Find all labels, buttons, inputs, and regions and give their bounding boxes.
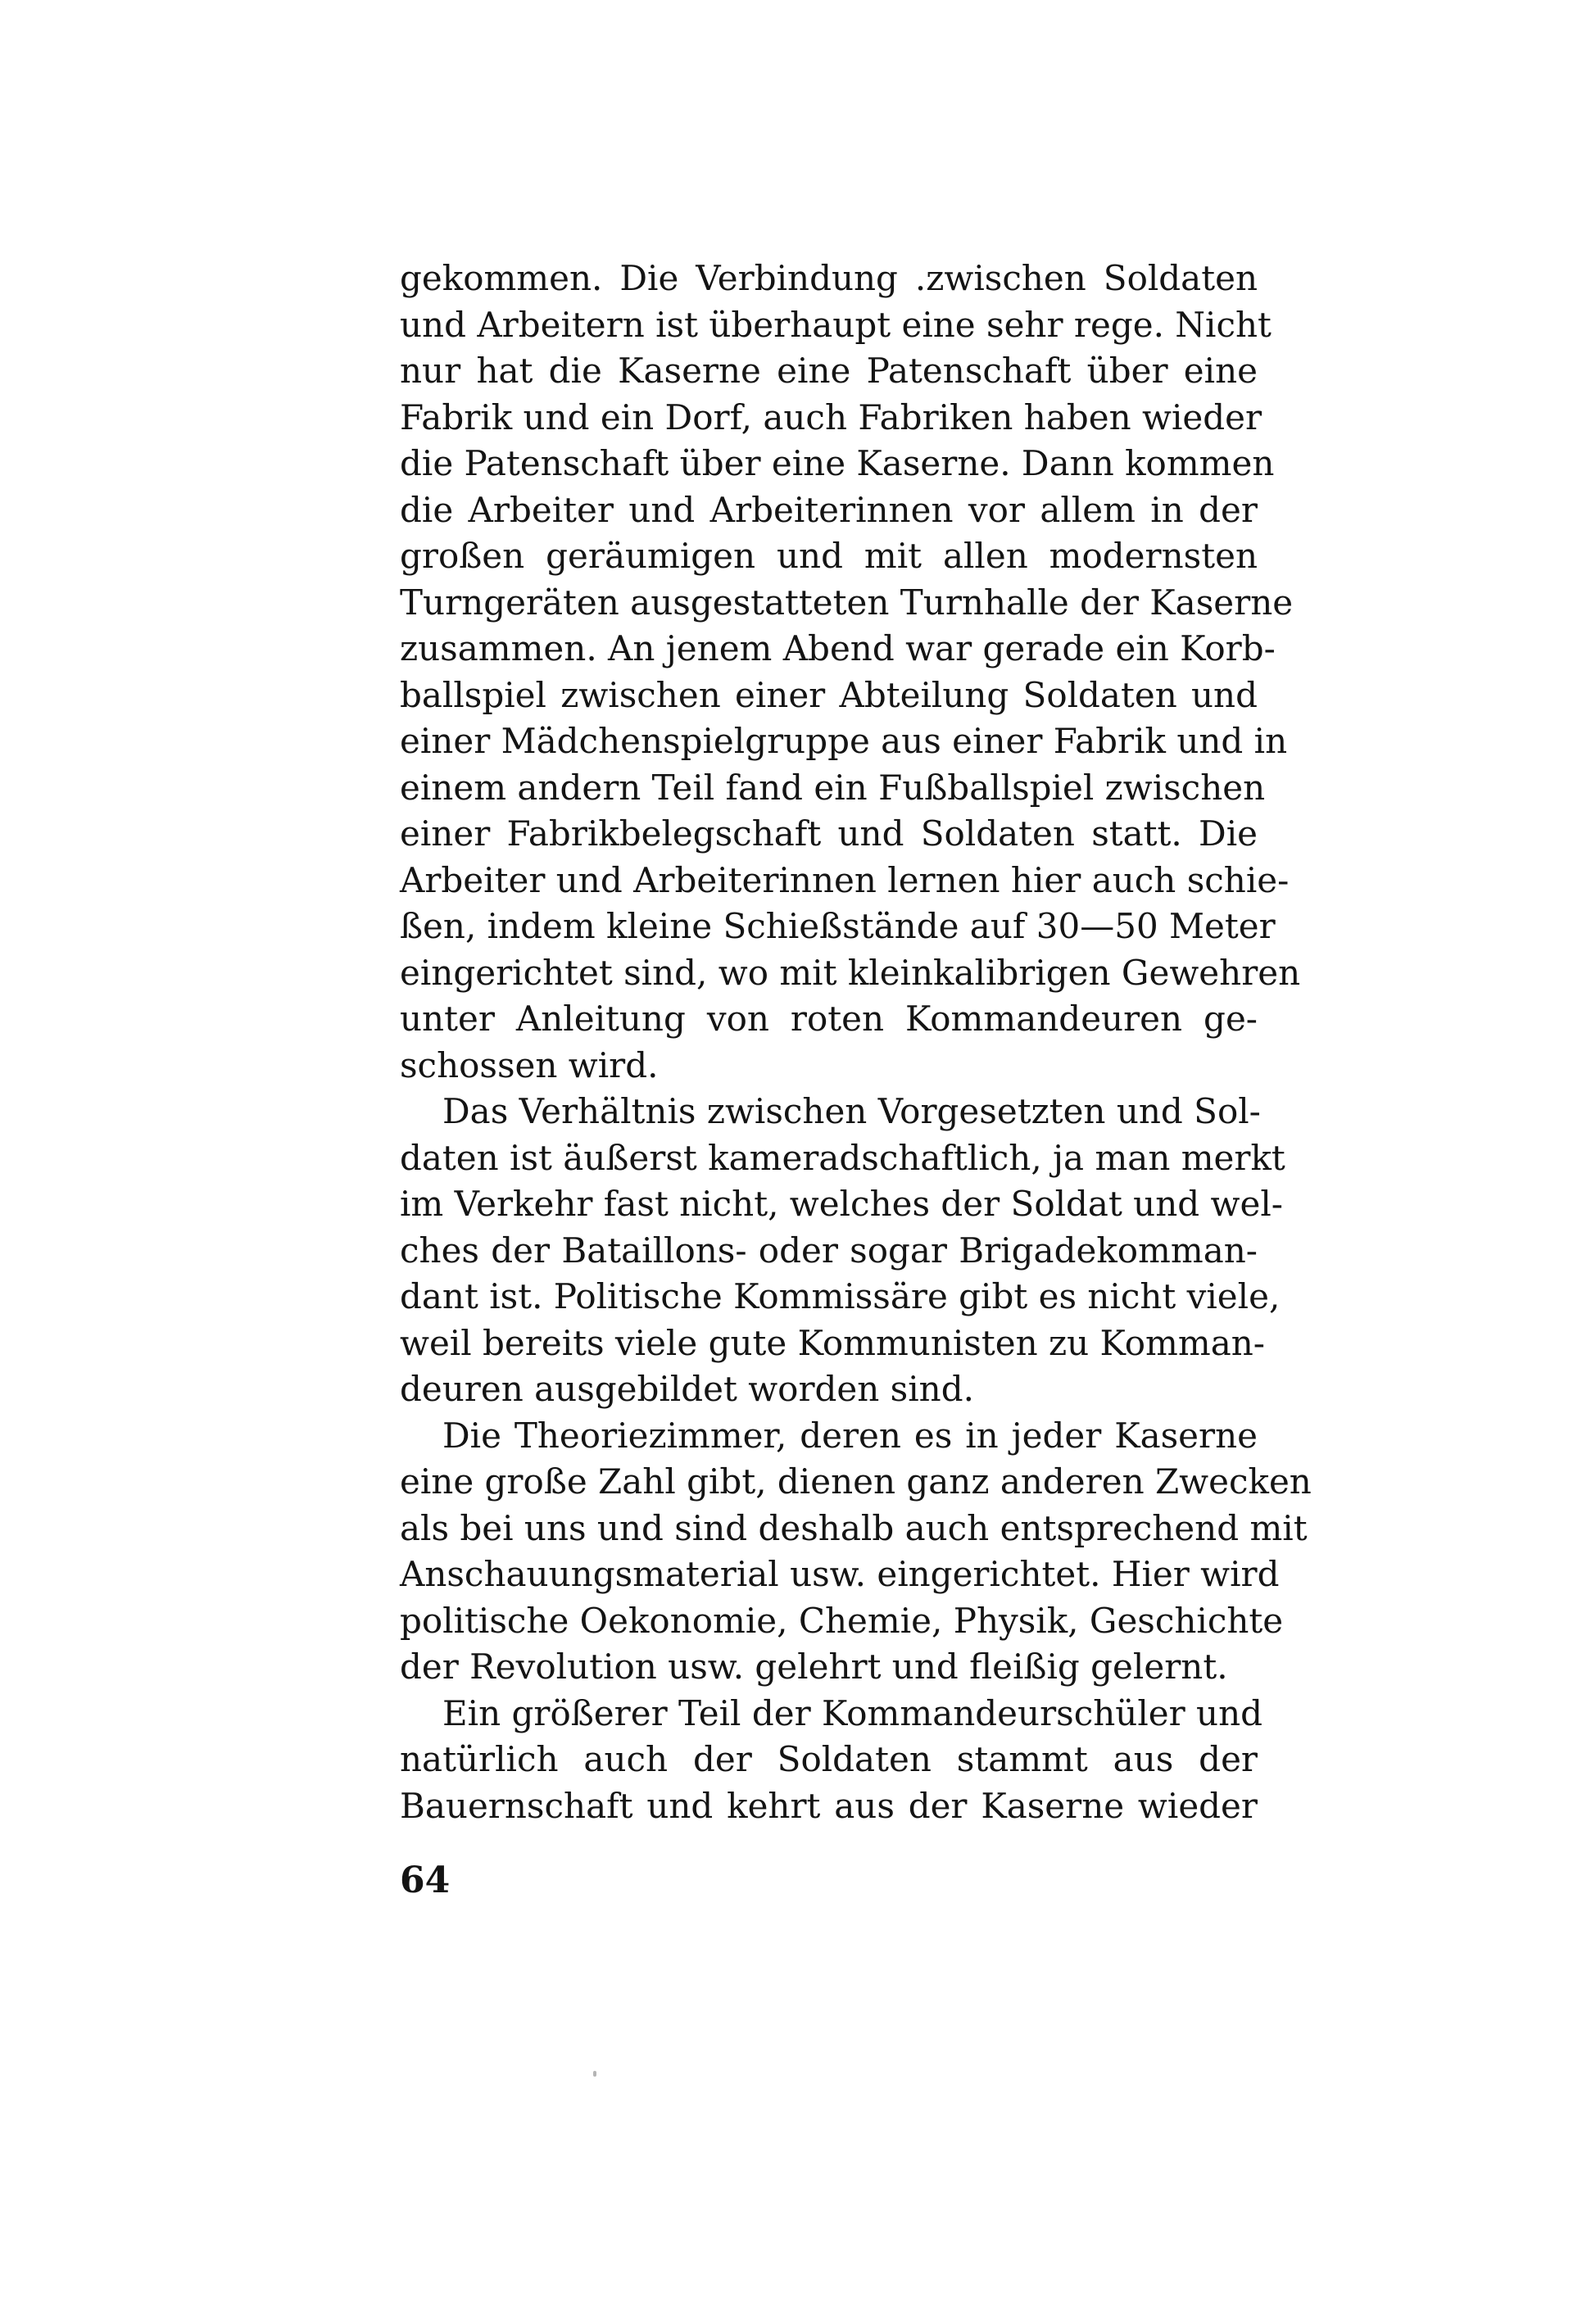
text-line: großen geräumigen und mit allen modernsten xyxy=(400,536,1258,576)
text-line: gekommen. Die Verbindung .zwischen Soldaten xyxy=(400,258,1258,298)
body-text xyxy=(400,256,1312,1829)
text-line: natürlich auch der Soldaten stammt aus der xyxy=(400,1739,1258,1779)
page-number: 64 xyxy=(400,1860,451,1901)
text-line: einer Mädchenspielgruppe aus einer Fabrik und in xyxy=(400,721,1288,761)
text-line: Ein größerer Teil der Kommandeurschüler und xyxy=(442,1692,1263,1733)
text-line: die Patenschaft über eine Kaserne. Dann kommen xyxy=(400,443,1275,483)
text-line: eine große Zahl gibt, dienen ganz anderen Zwecken xyxy=(400,1461,1312,1502)
text-line: die Arbeiter und Arbeiterinnen vor allem in der xyxy=(400,489,1258,530)
paragraph xyxy=(400,1413,1312,1691)
text-line: als bei uns und sind deshalb auch entsprechend mit xyxy=(400,1507,1308,1548)
text-line: daten ist äußerst kameradschaftlich, ja man merkt xyxy=(400,1137,1285,1178)
text-line: Anschauungsmaterial usw. eingerichtet. Hier wird xyxy=(400,1554,1280,1594)
text-line: einem andern Teil fand ein Fußballspiel zwischen xyxy=(400,767,1266,808)
text-line: und Arbeitern ist überhaupt eine sehr rege. Nicht xyxy=(400,304,1272,345)
text-line: schossen wird. xyxy=(400,1044,659,1085)
text-line: ches der Bataillons- oder sogar Brigadekomman- xyxy=(400,1230,1258,1271)
text-line: ballspiel zwischen einer Abteilung Soldaten und xyxy=(400,674,1258,715)
text-line: dant ist. Politische Kommissäre gibt es nicht viele, xyxy=(400,1276,1281,1316)
text-line: unter Anleitung von roten Kommandeuren ge- xyxy=(400,999,1258,1039)
text-line: Turngeräten ausgestatteten Turnhalle der Kaserne xyxy=(400,582,1294,623)
scan-speck xyxy=(593,2071,596,2077)
text-line: Arbeiter und Arbeiterinnen lernen hier auch schie- xyxy=(400,859,1290,900)
text-line: im Verkehr fast nicht, welches der Soldat und wel- xyxy=(400,1184,1283,1224)
text-line: Bauernschaft und kehrt aus der Kaserne wieder xyxy=(400,1785,1258,1826)
paragraph xyxy=(400,1089,1285,1413)
text-line: ßen, indem kleine Schießstände auf 30—50 Meter xyxy=(400,906,1276,946)
text-line: eingerichtet sind, wo mit kleinkalibrigen Gewehren xyxy=(400,952,1301,993)
text-line: politische Oekonomie, Chemie, Physik, Geschichte xyxy=(400,1600,1284,1641)
text-line: der Revolution usw. gelehrt und fleißig gelernt. xyxy=(400,1647,1228,1687)
text-line: einer Fabrikbelegschaft und Soldaten statt. Die xyxy=(400,813,1258,854)
text-line: Fabrik und ein Dorf, auch Fabriken haben wieder xyxy=(400,396,1262,437)
text-line: nur hat die Kaserne eine Patenschaft über eine xyxy=(400,351,1258,391)
paragraph xyxy=(400,256,1301,1089)
text-line: Die Theoriezimmer, deren es in jeder Kaserne xyxy=(442,1415,1258,1456)
text-line: weil bereits viele gute Kommunisten zu Komman- xyxy=(400,1322,1265,1363)
text-line: zusammen. An jenem Abend war gerade ein Korb- xyxy=(400,628,1276,668)
paragraph xyxy=(400,1691,1263,1830)
text-line: deuren ausgebildet worden sind. xyxy=(400,1369,974,1409)
text-line: Das Verhältnis zwischen Vorgesetzten und Sol- xyxy=(442,1091,1261,1131)
